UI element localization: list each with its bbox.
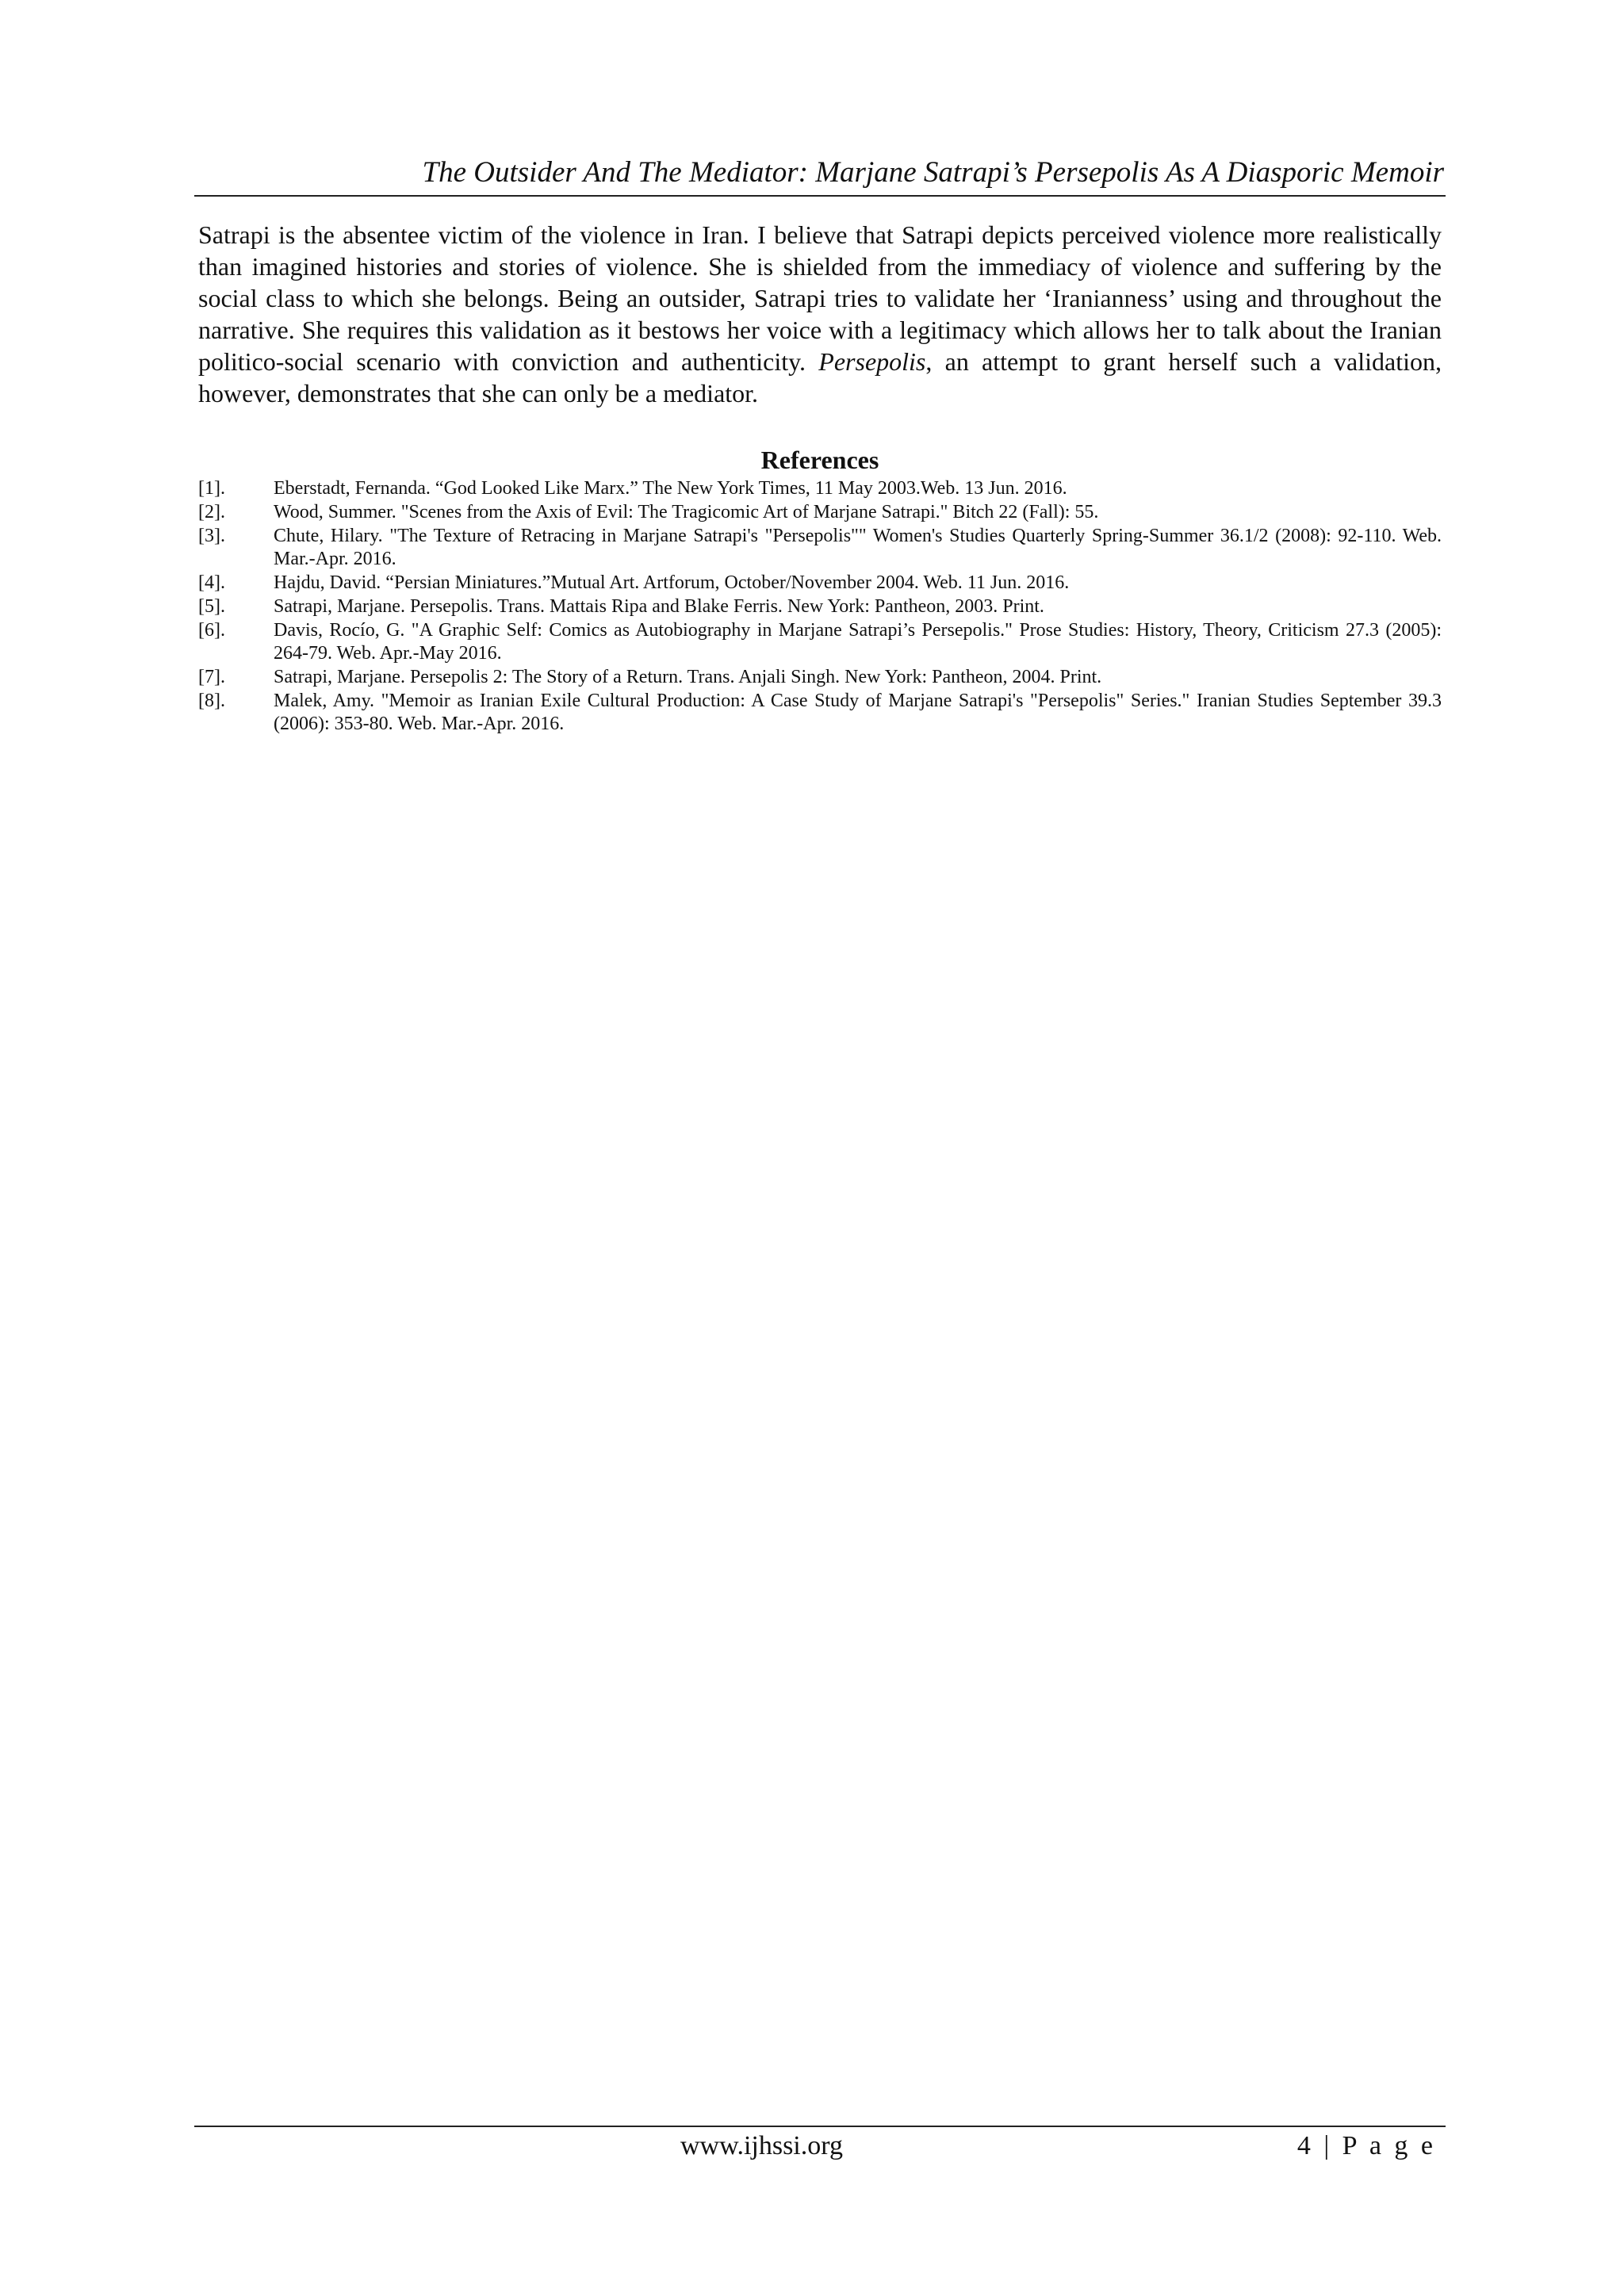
references-heading: References — [760, 446, 879, 474]
references-list — [198, 477, 1442, 737]
reference-item — [198, 619, 1442, 665]
reference-text: Satrapi, Marjane. Persepolis 2: The Story of a Return. Trans. Anjali Singh. New York: Pantheon, 2004. Print. — [274, 667, 1102, 687]
reference-number: [2]. — [198, 502, 225, 522]
reference-item — [198, 525, 1442, 571]
reference-number: [6]. — [198, 620, 225, 641]
reference-text: Chute, Hilary. "The Texture of Retracing in Marjane Satrapi's "Persepolis"" Women's Studies Quarterly Spring-Summer 36.1/2 (2008): 92-110. Web. Mar.-Apr. 2016. — [274, 526, 1442, 569]
reference-number: [7]. — [198, 667, 225, 687]
reference-text: Satrapi, Marjane. Persepolis. Trans. Mattais Ripa and Blake Ferris. New York: Pantheon, 2003. Print. — [274, 596, 1044, 617]
header-title: The Outsider And The Mediator: Marjane Satrapi’s Persepolis As A Diasporic Memoir — [422, 156, 1444, 189]
reference-item — [198, 572, 1442, 595]
paragraph-italic-title: Persepolis — [818, 347, 926, 376]
paragraph-text-end: , an attempt to grant herself such a validation, however, demonstrates that she can only be a mediator. — [198, 347, 1442, 408]
paragraph-text-start: Satrapi is the absentee victim of the violence in Iran. I believe that Satrapi depicts perceived violence more realistically than imagined histories and stories of violence. She is shielded from the immediacy of violence and suffering by the social class to which she belongs. Being an outsider, Satrapi tries to validate her ‘Iranianness’ using and throughout the narrative. She requires this validation as it bestows her voice with a legitimacy which allows her to talk about the Iranian politico-social scenario with conviction and authenticity. — [198, 220, 1442, 376]
footer-url: www.ijhssi.org — [680, 2131, 843, 2160]
footer-divider — [194, 2126, 1446, 2127]
page-number: 4 | P a g e — [1297, 2131, 1436, 2160]
reference-item — [198, 477, 1442, 500]
running-header — [194, 155, 1446, 197]
reference-item — [198, 666, 1442, 689]
reference-number: [1]. — [198, 478, 225, 499]
reference-number: [3]. — [198, 526, 225, 546]
body-paragraph — [198, 219, 1442, 409]
reference-text: Hajdu, David. “Persian Miniatures.”Mutual Art. Artforum, October/November 2004. Web. 11 Jun. 2016. — [274, 572, 1070, 593]
reference-number: [4]. — [198, 572, 225, 593]
reference-text: Davis, Rocío, G. "A Graphic Self: Comics as Autobiography in Marjane Satrapi’s Persepolis." Prose Studies: History, Theory, Criticism 27.3 (2005): 264-79. Web. Apr.-May 2016. — [274, 620, 1442, 664]
reference-item — [198, 501, 1442, 524]
reference-text: Eberstadt, Fernanda. “God Looked Like Marx.” The New York Times, 11 May 2003.Web. 13 Jun. 2016. — [274, 478, 1067, 499]
reference-number: [8]. — [198, 691, 225, 711]
reference-text: Malek, Amy. "Memoir as Iranian Exile Cultural Production: A Case Study of Marjane Satrapi's "Persepolis" Series." Iranian Studies September 39.3 (2006): 353-80. Web. Mar.-Apr. 2016. — [274, 691, 1442, 734]
reference-item — [198, 595, 1442, 618]
reference-text: Wood, Summer. "Scenes from the Axis of Evil: The Tragicomic Art of Marjane Satrapi." Bitch 22 (Fall): 55. — [274, 502, 1099, 522]
reference-number: [5]. — [198, 596, 225, 617]
reference-item — [198, 690, 1442, 736]
